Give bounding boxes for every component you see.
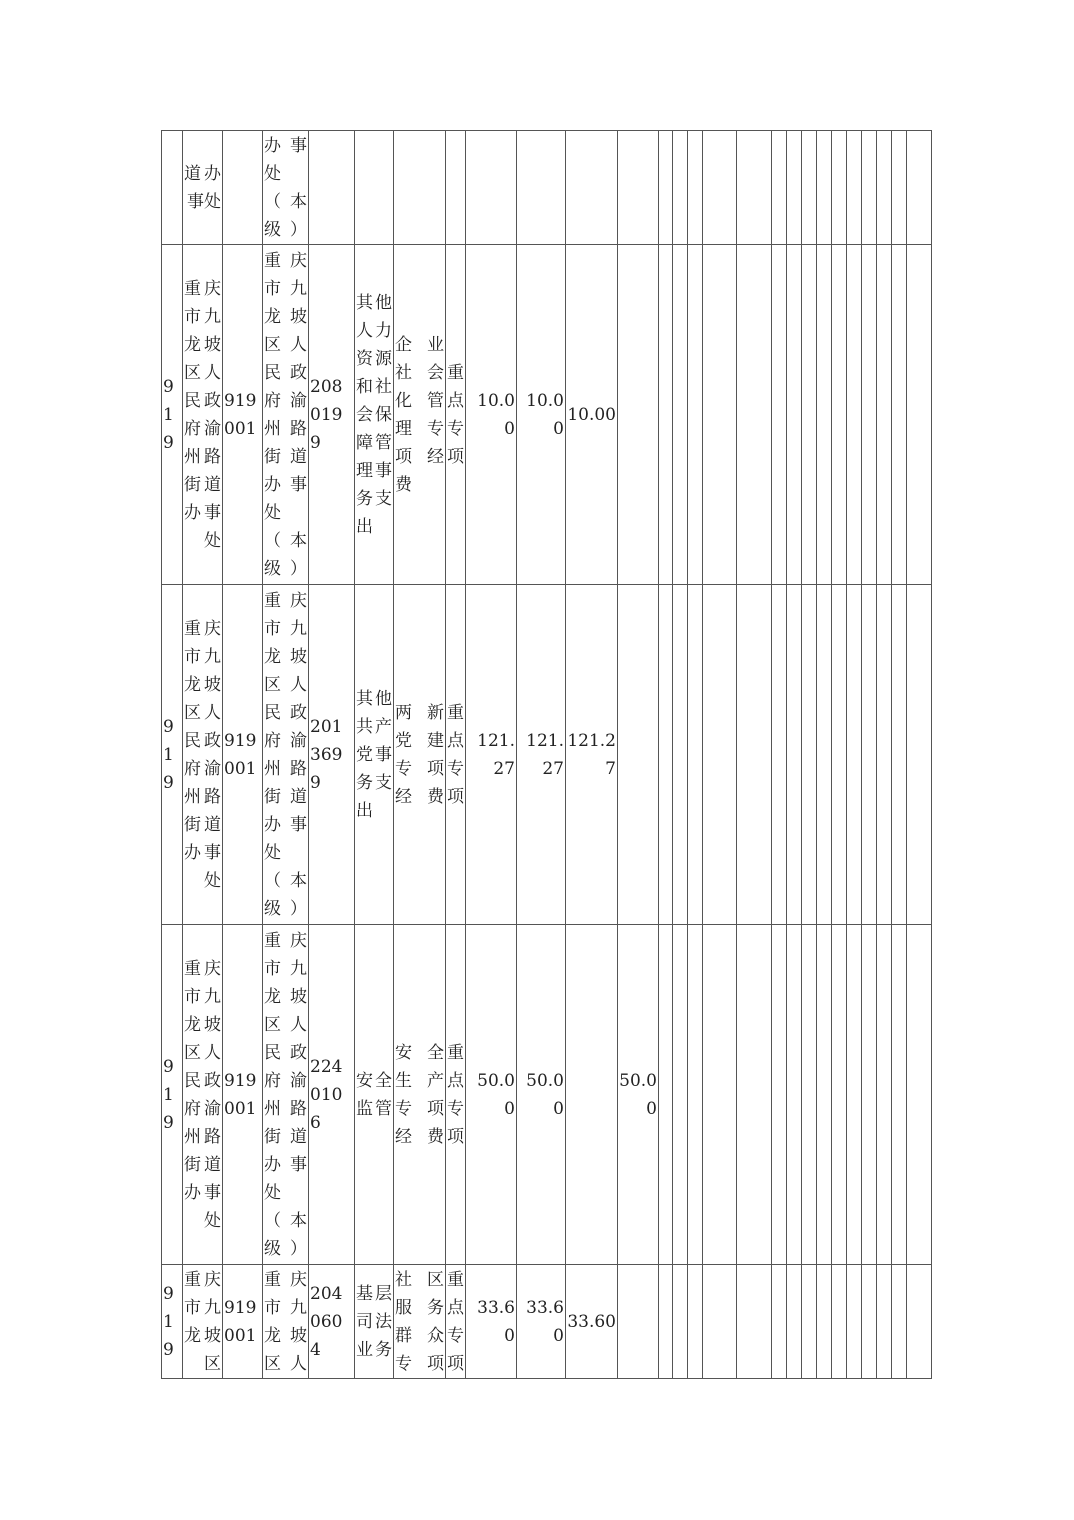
empty-cell <box>703 925 737 1265</box>
empty-cell <box>659 1265 673 1379</box>
unit-code-text: 919001 <box>224 1070 257 1119</box>
amount-general-cell <box>566 245 618 585</box>
project-type-cell <box>446 585 466 925</box>
empty-cell <box>877 925 892 1265</box>
empty-cell <box>673 131 688 245</box>
subunit-name-cell <box>263 585 309 925</box>
empty-cell <box>877 131 892 245</box>
function-code-cell <box>309 245 355 585</box>
empty-cell <box>703 245 737 585</box>
amount-subtotal-text: 33.60 <box>526 1297 564 1346</box>
project-name-cell <box>394 585 446 925</box>
empty-cell <box>847 245 862 585</box>
empty-cell <box>772 925 787 1265</box>
empty-cell <box>659 245 673 585</box>
function-code-cell <box>309 1265 355 1379</box>
table-row <box>162 245 932 585</box>
project-type-cell <box>446 245 466 585</box>
row-index-text: 919 <box>163 716 174 793</box>
row-index-text: 919 <box>163 376 174 453</box>
row-index-cell <box>162 1265 183 1379</box>
amount-general-cell <box>566 1265 618 1379</box>
amount-general-cell <box>566 925 618 1265</box>
empty-cell <box>907 131 932 245</box>
unit-name-cell <box>183 245 223 585</box>
empty-cell <box>688 585 703 925</box>
function-subject-cell <box>355 131 394 245</box>
empty-cell <box>862 585 877 925</box>
row-index-text: 919 <box>163 1283 174 1360</box>
table-row <box>162 925 932 1265</box>
function-subject-cell <box>355 245 394 585</box>
project-name-text: 企业社会化管理专项经费 <box>395 334 444 495</box>
function-code-text: 2013699 <box>310 716 343 793</box>
unit-code-text: 919001 <box>224 1297 257 1346</box>
amount-total-text: 50.00 <box>477 1070 515 1119</box>
empty-cell <box>787 925 802 1265</box>
project-name-cell <box>394 925 446 1265</box>
row-index-text: 919 <box>163 1056 174 1133</box>
empty-cell <box>787 585 802 925</box>
amount-other-cell <box>618 585 659 925</box>
unit-code-text: 919001 <box>224 730 257 779</box>
empty-cell <box>892 131 907 245</box>
subunit-name-cell <box>263 245 309 585</box>
empty-cell <box>787 245 802 585</box>
project-type-text: 重点专项 <box>447 362 464 467</box>
empty-cell <box>659 131 673 245</box>
empty-cell <box>832 585 847 925</box>
amount-other-cell <box>618 1265 659 1379</box>
table-row <box>162 131 932 245</box>
empty-cell <box>688 1265 703 1379</box>
empty-cell <box>802 245 817 585</box>
subunit-name-text: 重庆市九龙坡区人 <box>264 1269 307 1374</box>
amount-subtotal-text: 50.00 <box>526 1070 564 1119</box>
subunit-name-cell <box>263 131 309 245</box>
amount-total-cell <box>466 925 517 1265</box>
empty-cell <box>817 131 832 245</box>
empty-cell <box>802 131 817 245</box>
unit-name-text: 重庆市九龙坡区人民政府渝州路街道办事处 <box>184 618 221 891</box>
row-index-cell <box>162 245 183 585</box>
project-type-cell <box>446 131 466 245</box>
project-name-cell <box>394 245 446 585</box>
empty-cell <box>892 925 907 1265</box>
empty-cell <box>787 131 802 245</box>
empty-cell <box>817 585 832 925</box>
empty-cell <box>659 925 673 1265</box>
project-name-text: 安全生产专项经费 <box>395 1042 444 1147</box>
empty-cell <box>673 1265 688 1379</box>
project-name-text: 社区服务群众专项 <box>395 1269 444 1374</box>
empty-cell <box>772 1265 787 1379</box>
empty-cell <box>877 245 892 585</box>
unit-name-text: 重庆市九龙坡区 <box>184 1269 221 1374</box>
empty-cell <box>817 1265 832 1379</box>
unit-code-cell <box>223 925 263 1265</box>
project-type-text: 重点专项 <box>447 1042 464 1147</box>
empty-cell <box>703 131 737 245</box>
amount-general-text: 121.27 <box>567 730 616 779</box>
row-index-cell <box>162 585 183 925</box>
amount-subtotal-cell <box>517 245 566 585</box>
amount-total-cell <box>466 131 517 245</box>
unit-name-cell <box>183 131 223 245</box>
empty-cell <box>737 1265 772 1379</box>
amount-other-cell <box>618 245 659 585</box>
subunit-name-cell <box>263 1265 309 1379</box>
empty-cell <box>772 131 787 245</box>
function-subject-cell <box>355 1265 394 1379</box>
unit-name-cell <box>183 585 223 925</box>
empty-cell <box>703 585 737 925</box>
project-type-text: 重点专项 <box>447 702 464 807</box>
empty-cell <box>817 245 832 585</box>
unit-code-cell <box>223 1265 263 1379</box>
subunit-name-text: 重庆市九龙坡区人民政府渝州路街道办事处（本级） <box>264 250 307 579</box>
amount-total-text: 33.60 <box>477 1297 515 1346</box>
budget-table <box>161 130 932 1379</box>
project-name-cell <box>394 1265 446 1379</box>
function-subject-text: 安全监管 <box>356 1070 392 1119</box>
amount-general-cell <box>566 131 618 245</box>
amount-total-cell <box>466 1265 517 1379</box>
amount-subtotal-text: 10.00 <box>526 390 564 439</box>
empty-cell <box>862 131 877 245</box>
project-name-cell <box>394 131 446 245</box>
empty-cell <box>907 925 932 1265</box>
empty-cell <box>802 585 817 925</box>
amount-total-cell <box>466 585 517 925</box>
amount-general-text: 10.00 <box>567 404 616 425</box>
empty-cell <box>737 245 772 585</box>
empty-cell <box>802 1265 817 1379</box>
empty-cell <box>832 245 847 585</box>
amount-total-text: 10.00 <box>477 390 515 439</box>
empty-cell <box>847 1265 862 1379</box>
amount-subtotal-text: 121.27 <box>526 730 564 779</box>
row-index-cell <box>162 925 183 1265</box>
project-type-cell <box>446 925 466 1265</box>
function-subject-text: 其他人力资源和社会保障管理事务支出 <box>356 292 392 537</box>
empty-cell <box>688 245 703 585</box>
unit-name-cell <box>183 925 223 1265</box>
empty-cell <box>907 245 932 585</box>
unit-name-text: 重庆市九龙坡区人民政府渝州路街道办事处 <box>184 958 221 1231</box>
empty-cell <box>659 585 673 925</box>
empty-cell <box>737 925 772 1265</box>
empty-cell <box>832 1265 847 1379</box>
function-subject-cell <box>355 925 394 1265</box>
empty-cell <box>892 585 907 925</box>
empty-cell <box>772 245 787 585</box>
empty-cell <box>688 925 703 1265</box>
empty-cell <box>862 245 877 585</box>
row-index-cell <box>162 131 183 245</box>
project-name-text: 两新党建专项经费 <box>395 702 444 807</box>
empty-cell <box>907 585 932 925</box>
function-code-cell <box>309 131 355 245</box>
empty-cell <box>688 131 703 245</box>
table-row <box>162 585 932 925</box>
subunit-name-text: 重庆市九龙坡区人民政府渝州路街道办事处（本级） <box>264 590 307 919</box>
amount-subtotal-cell <box>517 925 566 1265</box>
function-code-cell <box>309 925 355 1265</box>
project-type-text: 重点专项 <box>447 1269 464 1374</box>
empty-cell <box>737 131 772 245</box>
amount-general-text: 33.60 <box>567 1311 616 1332</box>
amount-subtotal-cell <box>517 585 566 925</box>
amount-subtotal-cell <box>517 1265 566 1379</box>
table-row <box>162 1265 932 1379</box>
function-code-text: 2040604 <box>310 1283 343 1360</box>
amount-other-text: 50.00 <box>619 1070 657 1119</box>
unit-code-text: 919001 <box>224 390 257 439</box>
empty-cell <box>892 245 907 585</box>
empty-cell <box>737 585 772 925</box>
unit-name-cell <box>183 1265 223 1379</box>
unit-name-text: 道办事处 <box>184 163 221 212</box>
empty-cell <box>787 1265 802 1379</box>
empty-cell <box>847 131 862 245</box>
empty-cell <box>817 925 832 1265</box>
empty-cell <box>703 1265 737 1379</box>
empty-cell <box>847 925 862 1265</box>
empty-cell <box>772 585 787 925</box>
empty-cell <box>832 131 847 245</box>
empty-cell <box>802 925 817 1265</box>
project-type-cell <box>446 1265 466 1379</box>
empty-cell <box>847 585 862 925</box>
function-subject-text: 其他共产党事务支出 <box>356 688 392 821</box>
function-code-text: 2240106 <box>310 1056 343 1133</box>
amount-subtotal-cell <box>517 131 566 245</box>
empty-cell <box>673 585 688 925</box>
empty-cell <box>877 1265 892 1379</box>
unit-code-cell <box>223 245 263 585</box>
function-subject-text: 基层司法业务 <box>356 1283 392 1360</box>
empty-cell <box>907 1265 932 1379</box>
empty-cell <box>862 1265 877 1379</box>
amount-general-cell <box>566 585 618 925</box>
subunit-name-text: 办事处（本级） <box>264 135 307 240</box>
amount-other-cell <box>618 131 659 245</box>
amount-total-text: 121.27 <box>477 730 515 779</box>
unit-code-cell <box>223 585 263 925</box>
empty-cell <box>673 925 688 1265</box>
empty-cell <box>862 925 877 1265</box>
subunit-name-text: 重庆市九龙坡区人民政府渝州路街道办事处（本级） <box>264 930 307 1259</box>
empty-cell <box>673 245 688 585</box>
subunit-name-cell <box>263 925 309 1265</box>
amount-total-cell <box>466 245 517 585</box>
function-subject-cell <box>355 585 394 925</box>
amount-other-cell <box>618 925 659 1265</box>
empty-cell <box>892 1265 907 1379</box>
unit-code-cell <box>223 131 263 245</box>
function-code-text: 2080199 <box>310 376 343 453</box>
empty-cell <box>877 585 892 925</box>
function-code-cell <box>309 585 355 925</box>
empty-cell <box>832 925 847 1265</box>
unit-name-text: 重庆市九龙坡区人民政府渝州路街道办事处 <box>184 278 221 551</box>
